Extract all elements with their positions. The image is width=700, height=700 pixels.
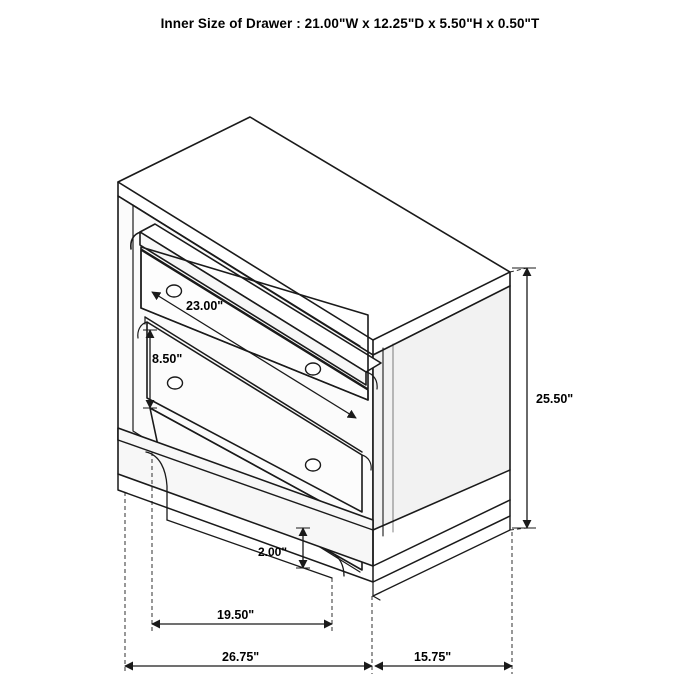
dim-label-inner-front-width: 19.50"	[217, 608, 255, 622]
dim-label-base-height: 2.00"	[258, 545, 288, 559]
knob-drawer2-left	[168, 377, 183, 389]
knob-drawer3-right	[306, 459, 321, 471]
knob-drawer1-right	[306, 363, 321, 375]
knob-drawer1	[167, 285, 182, 297]
dim-label-side-depth: 15.75"	[414, 650, 452, 664]
dim-label-drawer-height: 8.50"	[152, 352, 183, 366]
dim-label-total-height: 25.50"	[536, 392, 574, 406]
dim-label-front-width: 26.75"	[222, 650, 260, 664]
dim-label-drawer-width: 23.00"	[186, 299, 224, 313]
page-title: Inner Size of Drawer : 21.00"W x 12.25"D x 5.50"H x 0.50"T	[160, 16, 540, 31]
